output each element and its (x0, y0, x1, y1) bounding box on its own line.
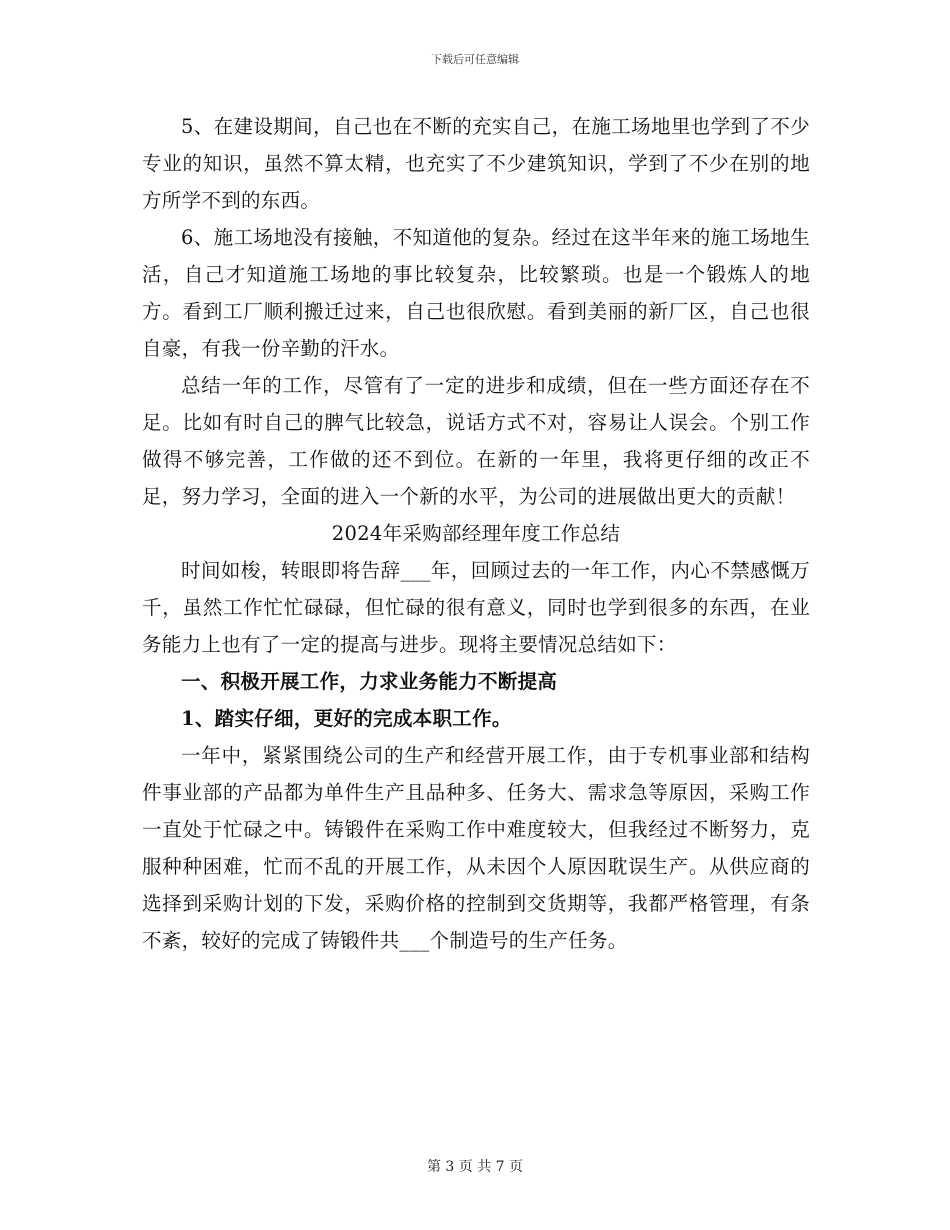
paragraph-intro: 时间如梭，转眼即将告辞___年，回顾过去的一年工作，内心不禁感慨万千，虽然工作忙忙碌碌，但忙碌的很有意义，同时也学到很多的东西，在业务能力上也有了一定的提高与进步。现将主要情况总结如下： (142, 559, 810, 656)
paragraph-item-6: 6、施工场地没有接触，不知道他的复杂。经过在这半年来的施工场地生活，自己才知道施工场地的事比较复杂，比较繁琐。也是一个锻炼人的地方。看到工厂顺利搬迁过来，自己也很欣慰。看到美丽的新厂区，自己也很自豪，有我一份辛勤的汗水。 (142, 226, 810, 360)
document-title: 2024年采购部经理年度工作总结 (331, 522, 621, 545)
page-header-note: 下载后可任意编辑 (431, 53, 519, 66)
paragraph-work-detail: 一年中，紧紧围绕公司的生产和经营开展工作，由于专机事业部和结构件事业部的产品都为单件生产且品种多、任务大、需求急等原因，采购工作一直处于忙碌之中。铸锻件在采购工作中难度较大，但我经过不断努力，克服种种困难，忙而不乱的开展工作，从未因个人原因耽误生产。从供应商的选择到采购计划的下发，采购价格的控制到交货期等，我都严格管理，有条不紊，较好的完成了铸锻件共___个制造号的生产任务。 (142, 744, 810, 952)
section-heading-1: 一、积极开展工作，力求业务能力不断提高 (181, 670, 558, 693)
paragraph-summary: 总结一年的工作，尽管有了一定的进步和成绩，但在一些方面还存在不足。比如有时自己的脾气比较急，说话方式不对，容易让人误会。个别工作做得不够完善，工作做的还不到位。在新的一年里，我将更仔细的改正不足，努力学习，全面的进入一个新的水平，为公司的进展做出更大的贡献！ (142, 374, 810, 508)
paragraph-item-5: 5、在建设期间，自己也在不断的充实自己，在施工场地里也学到了不少专业的知识，虽然不算太精，也充实了不少建筑知识，学到了不少在别的地方所学不到的东西。 (142, 115, 810, 212)
page-number: 第 3 页 共 7 页 (426, 1159, 524, 1175)
subsection-heading-1: 1、踏实仔细，更好的完成本职工作。 (181, 707, 512, 730)
document-body (142, 108, 810, 959)
